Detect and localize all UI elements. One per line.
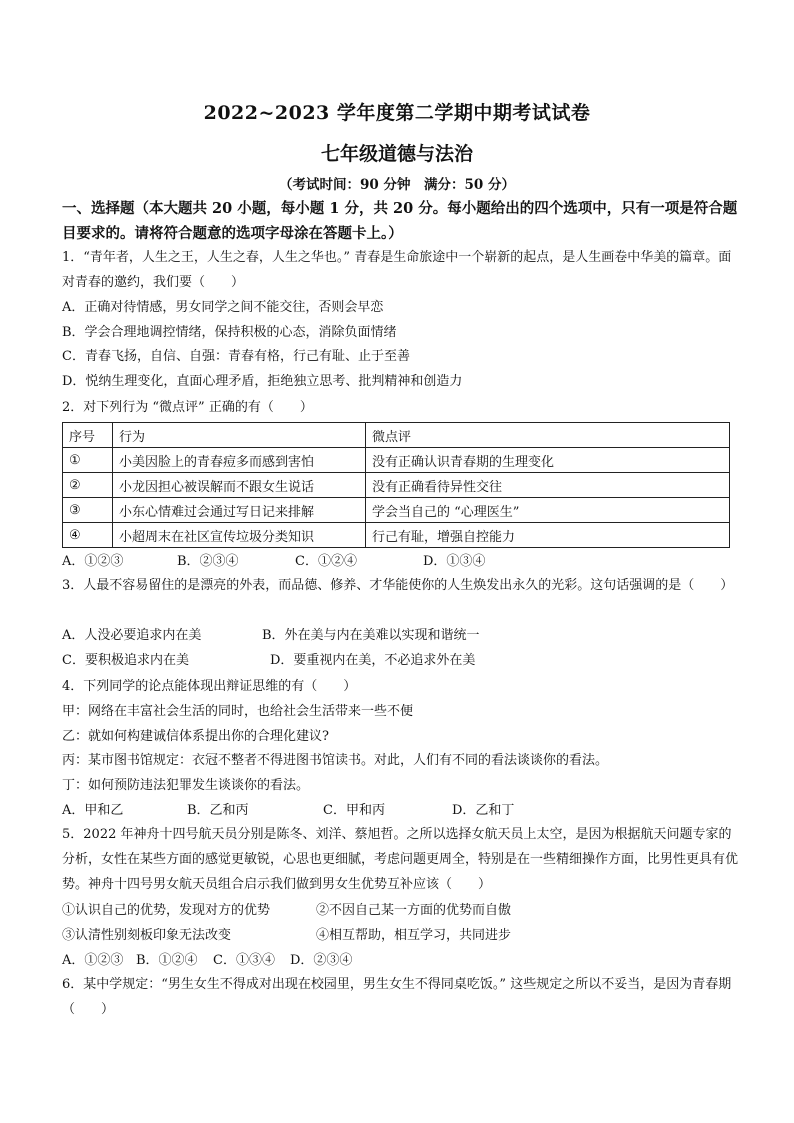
table-header: 微点评 (366, 423, 730, 448)
q2-option-a: A．①②③ (62, 554, 124, 569)
q3-stem: 3．人最不容易留住的是漂亮的外表，而品德、修养、才华能使你的人生焕发出永久的光彩。这句话强调的是（ ） (62, 578, 734, 593)
q5-statement: ④相互帮助，相互学习，共同进步 (316, 928, 512, 943)
exam-info: （考试时间：90 分钟 满分：50 分） (279, 177, 515, 193)
q1-option-a: A．正确对待情感，男女同学之间不能交往，否则会早恋 (62, 300, 384, 315)
q4-option-b: B．乙和丙 (187, 803, 249, 818)
q2-option-c: C．①②④ (295, 554, 357, 569)
q3-option-d: D．要重视内在美，不必追求外在美 (270, 653, 476, 668)
table-header: 序号 (63, 423, 113, 448)
q1-stem: 1．“青年者，人生之王，人生之春，人生之华也。” 青春是生命旅途中一个崭新的起点，是人生画卷中华美的篇章。面对青春的邀约，我们要（ ） (62, 250, 732, 290)
exam-subject: 七年级道德与法治 (320, 143, 473, 165)
q4-statement: 甲：网络在丰富社会生活的同时，也给社会生活带来一些不便 (62, 704, 414, 719)
q5-option-c: C．①③④ (213, 953, 275, 968)
table-cell: 学会当自己的 “心理医生” (366, 498, 730, 523)
q3-option-b: B．外在美与内在美难以实现和谐统一 (262, 628, 480, 643)
table-cell: 没有正确看待异性交往 (366, 473, 730, 498)
q4-statement: 乙：就如何构建诚信体系提出你的合理化建议? (62, 729, 329, 744)
exam-title: 2022~2023 学年度第二学期中期考试试卷 (203, 102, 591, 124)
q4-statement: 丁：如何预防违法犯罪发生谈谈你的看法。 (62, 778, 310, 793)
table-row (63, 523, 730, 548)
section-heading: 一、选择题（本大题共 20 小题，每小题 1 分，共 20 分。每小题给出的四个选项中，只有一项是符合题目要求的。请将符合题意的选项字母涂在答题卡上。） (62, 200, 738, 242)
q5-statement: ②不因自己某一方面的优势而自傲 (316, 903, 512, 918)
q4-option-c: C．甲和丙 (323, 803, 385, 818)
table-cell: 行己有耻，增强自控能力 (366, 523, 730, 548)
q4-statement: 丙：某市图书馆规定：衣冠不整者不得进图书馆读书。对此，人们有不同的看法谈谈你的看法。 (62, 753, 609, 768)
q4-stem: 4．下列同学的论点能体现出辩证思维的有（ ） (62, 679, 357, 694)
q3-option-c: C．要积极追求内在美 (62, 653, 189, 668)
table-cell: ① (63, 448, 113, 473)
q5-stem: 5．2022 年神舟十四号航天员分别是陈冬、刘洋、蔡旭哲。之所以选择女航天员上太空，是因为根据航天问题专家的分析，女性在某些方面的感觉更敏锐，心思也更细腻，考虑问题更周全，特别是在一些精细操作方面，比男性更具有优势。神舟十四号男女航天员组合启示我们做到男女生优势互补应该（ ） (62, 827, 739, 892)
table-cell: 小超周末在社区宣传垃圾分类知识 (113, 523, 366, 548)
q4-option-a: A．甲和乙 (62, 803, 124, 818)
q5-option-b: B．①②④ (136, 953, 198, 968)
q2-stem: 2．对下列行为 “微点评” 正确的有（ ） (62, 400, 313, 415)
q2-table (62, 422, 730, 548)
table-row (63, 473, 730, 498)
q6-stem: 6．某中学规定：“男生女生不得成对出现在校园里，男生女生不得同桌吃饭。” 这些规定之所以不妥当，是因为青春期（ ） (62, 977, 732, 1017)
table-header: 行为 (113, 423, 366, 448)
table-cell: 小美因脸上的青春痘多而感到害怕 (113, 448, 366, 473)
q2-option-d: D．①③④ (423, 554, 486, 569)
q5-option-a: A．①②③ (62, 953, 124, 968)
q1-option-d: D．悦纳生理变化，直面心理矛盾，拒绝独立思考、批判精神和创造力 (62, 374, 463, 389)
q5-statement: ③认清性别刻板印象无法改变 (62, 928, 232, 943)
q5-option-d: D．②③④ (290, 953, 353, 968)
table-row (63, 498, 730, 523)
table-header-row (63, 423, 730, 448)
table-cell: 小龙因担心被误解而不跟女生说话 (113, 473, 366, 498)
q2-option-b: B．②③④ (177, 554, 239, 569)
q1-option-c: C．青春飞扬，自信、自强：青春有格，行己有耻、止于至善 (62, 349, 410, 364)
q1-option-b: B．学会合理地调控情绪，保持积极的心态，消除负面情绪 (62, 325, 397, 340)
table-cell: 没有正确认识青春期的生理变化 (366, 448, 730, 473)
q3-option-a: A．人没必要追求内在美 (62, 628, 202, 643)
table-cell: ③ (63, 498, 113, 523)
q5-statement: ①认识自己的优势，发现对方的优势 (62, 903, 271, 918)
table-cell: 小东心情难过会通过写日记来排解 (113, 498, 366, 523)
table-cell: ② (63, 473, 113, 498)
q4-option-d: D．乙和丁 (452, 803, 515, 818)
table-row (63, 448, 730, 473)
table-cell: ④ (63, 523, 113, 548)
